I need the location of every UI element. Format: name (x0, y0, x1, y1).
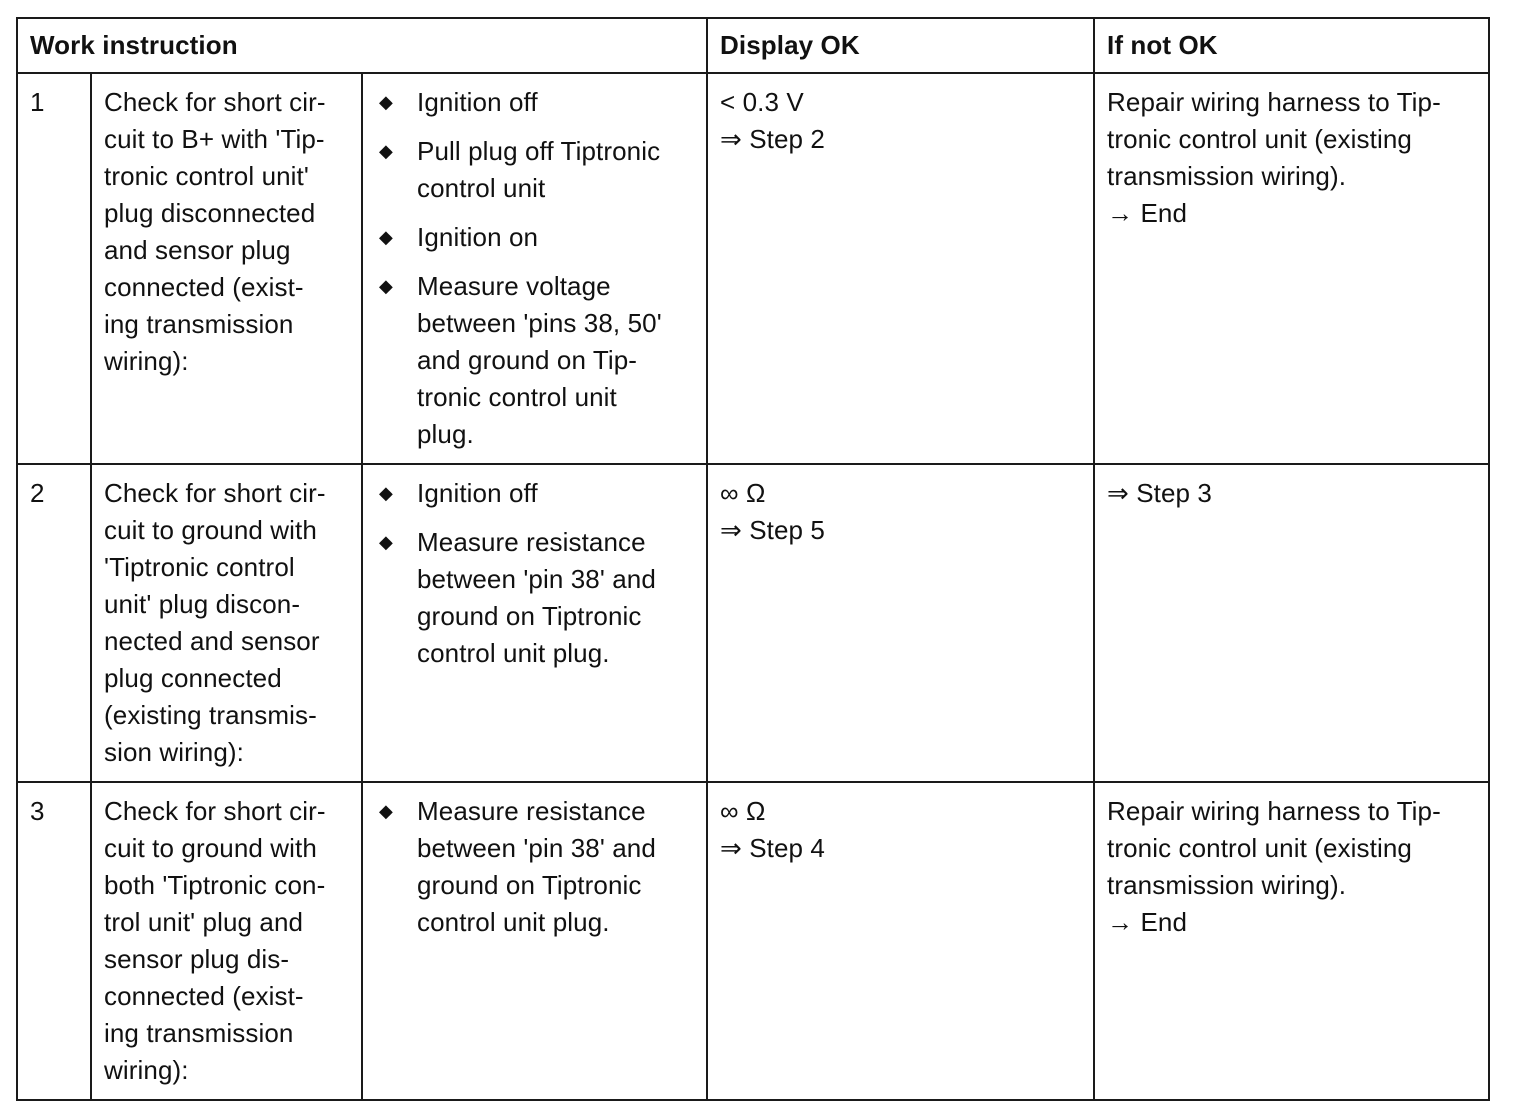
action-list-cell (362, 73, 707, 464)
action-list-cell (362, 464, 707, 782)
action-text: Ignition off (417, 478, 538, 508)
action-list (375, 793, 694, 941)
if-not-ok-next-step: → End (1107, 907, 1188, 937)
display-ok-next-step: ⇒ Step 4 (720, 833, 825, 863)
table-row (17, 782, 1489, 1100)
action-list (375, 475, 694, 672)
diamond-bullet-icon: ◆ (379, 801, 393, 821)
list-item (375, 268, 694, 453)
action-text: Measure resistance between 'pin 38' and ground on Tiptronic control unit plug. (417, 796, 656, 937)
step-number: 2 (17, 464, 91, 782)
display-ok-cell (707, 464, 1094, 782)
header-work-instruction: Work instruction (17, 18, 707, 73)
action-list-cell (362, 782, 707, 1100)
display-ok-next-step: ⇒ Step 5 (720, 515, 825, 545)
diamond-bullet-icon: ◆ (379, 92, 393, 112)
list-item (375, 793, 694, 941)
diamond-bullet-icon: ◆ (379, 276, 393, 296)
action-text: Ignition off (417, 87, 538, 117)
check-description: Check for short cir- cuit to ground with 'Tiptronic control unit' plug discon- nected and sensor plug connected (existing transmis- sion wiring): (91, 464, 362, 782)
diamond-bullet-icon: ◆ (379, 227, 393, 247)
if-not-ok-next-step: → End (1107, 198, 1188, 228)
display-ok-value: < 0.3 V (720, 87, 804, 117)
diamond-bullet-icon: ◆ (379, 483, 393, 503)
header-display-ok: Display OK (707, 18, 1094, 73)
list-item (375, 524, 694, 672)
action-text: Pull plug off Tiptronic control unit (417, 136, 661, 203)
if-not-ok-text: ⇒ Step 3 (1107, 478, 1212, 508)
display-ok-value: ∞ Ω (720, 478, 766, 508)
action-text: Measure resistance between 'pin 38' and ground on Tiptronic control unit plug. (417, 527, 656, 668)
check-description: Check for short cir- cuit to ground with both 'Tiptronic con- trol unit' plug and sensor plug dis- connected (exist- ing transmission wiring): (91, 782, 362, 1100)
check-description: Check for short cir- cuit to B+ with 'Tip- tronic control unit' plug disconnected and sensor plug connected (exist- ing transmission wiring): (91, 73, 362, 464)
display-ok-cell (707, 782, 1094, 1100)
table-row (17, 73, 1489, 464)
action-list (375, 84, 694, 453)
if-not-ok-cell (1094, 782, 1489, 1100)
display-ok-cell (707, 73, 1094, 464)
if-not-ok-cell (1094, 464, 1489, 782)
work-instruction-table (16, 17, 1490, 1101)
diamond-bullet-icon: ◆ (379, 532, 393, 552)
display-ok-value: ∞ Ω (720, 796, 766, 826)
step-number: 3 (17, 782, 91, 1100)
if-not-ok-text: Repair wiring harness to Tip- tronic control unit (existing transmission wiring). (1107, 796, 1441, 900)
list-item (375, 84, 694, 121)
list-item (375, 133, 694, 207)
if-not-ok-cell (1094, 73, 1489, 464)
list-item (375, 219, 694, 256)
list-item (375, 475, 694, 512)
display-ok-next-step: ⇒ Step 2 (720, 124, 825, 154)
header-row (17, 18, 1489, 73)
action-text: Ignition on (417, 222, 539, 252)
step-number: 1 (17, 73, 91, 464)
header-if-not-ok: If not OK (1094, 18, 1489, 73)
if-not-ok-text: Repair wiring harness to Tip- tronic control unit (existing transmission wiring). (1107, 87, 1441, 191)
diamond-bullet-icon: ◆ (379, 141, 393, 161)
action-text: Measure voltage between 'pins 38, 50' and ground on Tip- tronic control unit plug. (417, 271, 662, 449)
table-row (17, 464, 1489, 782)
